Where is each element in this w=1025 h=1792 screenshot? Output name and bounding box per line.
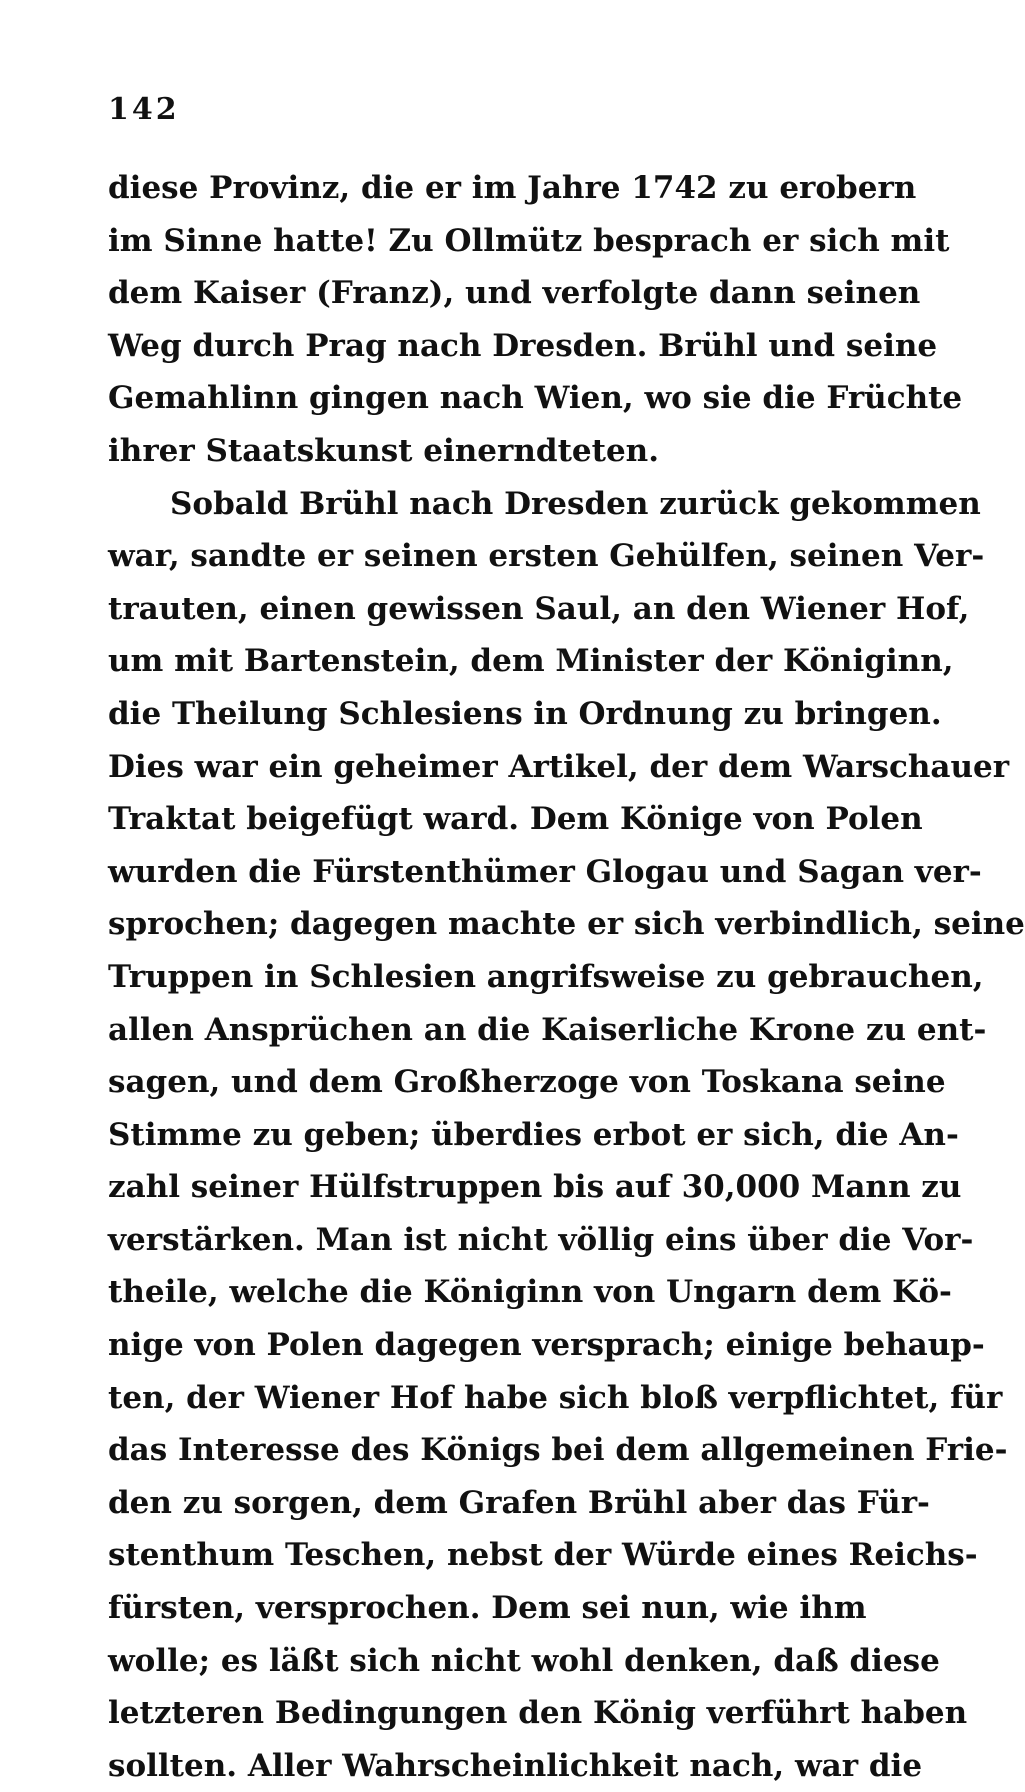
text-line: diese Provinz, die er im Jahre 1742 zu erobern <box>108 170 917 206</box>
text-line: sollten. Aller Wahrscheinlichkeit nach, war die <box>108 1747 923 1784</box>
text-line: war, sandte er seinen ersten Gehülfen, seinen Ver- <box>108 538 985 575</box>
text-line: Traktat beigefügt ward. Dem Könige von Polen <box>108 801 923 838</box>
text-line: im Sinne hatte! Zu Ollmütz besprach er sich mit <box>108 222 950 259</box>
text-line: das Interesse des Königs bei dem allgemeinen Frie- <box>108 1432 1008 1469</box>
text-line: ten, der Wiener Hof habe sich bloß verpflichtet, für <box>108 1379 1003 1416</box>
body-text <box>108 162 1025 1792</box>
text-line: den zu sorgen, dem Grafen Brühl aber das Für- <box>108 1484 930 1521</box>
text-line: zahl seiner Hülfstruppen bis auf 30,000 Mann zu <box>108 1169 962 1206</box>
text-line: fürsten, versprochen. Dem sei nun, wie ihm <box>108 1590 867 1627</box>
text-line: nige von Polen dagegen versprach; einige behaup- <box>108 1327 985 1364</box>
text-line: verstärken. Man ist nicht völlig eins über die Vor- <box>108 1221 974 1258</box>
text-line: die Theilung Schlesiens in Ordnung zu bringen. <box>108 695 942 732</box>
text-line: wolle; es läßt sich nicht wohl denken, daß diese <box>108 1642 940 1679</box>
text-line: trauten, einen gewissen Saul, an den Wiener Hof, <box>108 590 970 627</box>
text-line: Gemahlinn gingen nach Wien, wo sie die Früchte <box>108 380 963 417</box>
text-line: Truppen in Schlesien angrifsweise zu gebrauchen, <box>108 958 984 995</box>
text-line: theile, welche die Königinn von Ungarn dem Kö- <box>108 1274 952 1311</box>
text-line: Stimme zu geben; überdies erbot er sich, die An- <box>108 1116 959 1153</box>
text-line: allen Ansprüchen an die Kaiserliche Krone zu ent- <box>108 1011 987 1048</box>
text-line: wurden die Fürstenthümer Glogau und Sagan ver- <box>108 853 982 890</box>
paragraph <box>108 478 1025 1792</box>
text-line: stenthum Teschen, nebst der Würde eines Reichs- <box>108 1537 978 1574</box>
text-line: ihrer Staatskunst einerndteten. <box>108 432 659 469</box>
text-line: sagen, und dem Großherzoge von Toskana seine <box>108 1064 946 1101</box>
paragraph <box>108 162 963 478</box>
text-line: Sobald Brühl nach Dresden zurück gekommen <box>170 485 981 522</box>
text-line: Dies war ein geheimer Artikel, der dem Warschauer <box>108 748 1010 785</box>
text-line: letzteren Bedingungen den König verführt haben <box>108 1695 968 1732</box>
text-line: Weg durch Prag nach Dresden. Brühl und seine <box>108 327 938 364</box>
text-line: dem Kaiser (Franz), und verfolgte dann seinen <box>108 275 921 312</box>
text-line: sprochen; dagegen machte er sich verbindlich, seine <box>108 906 1025 943</box>
page-number: 142 <box>108 92 180 127</box>
text-line: um mit Bartenstein, dem Minister der Königinn, <box>108 643 954 680</box>
